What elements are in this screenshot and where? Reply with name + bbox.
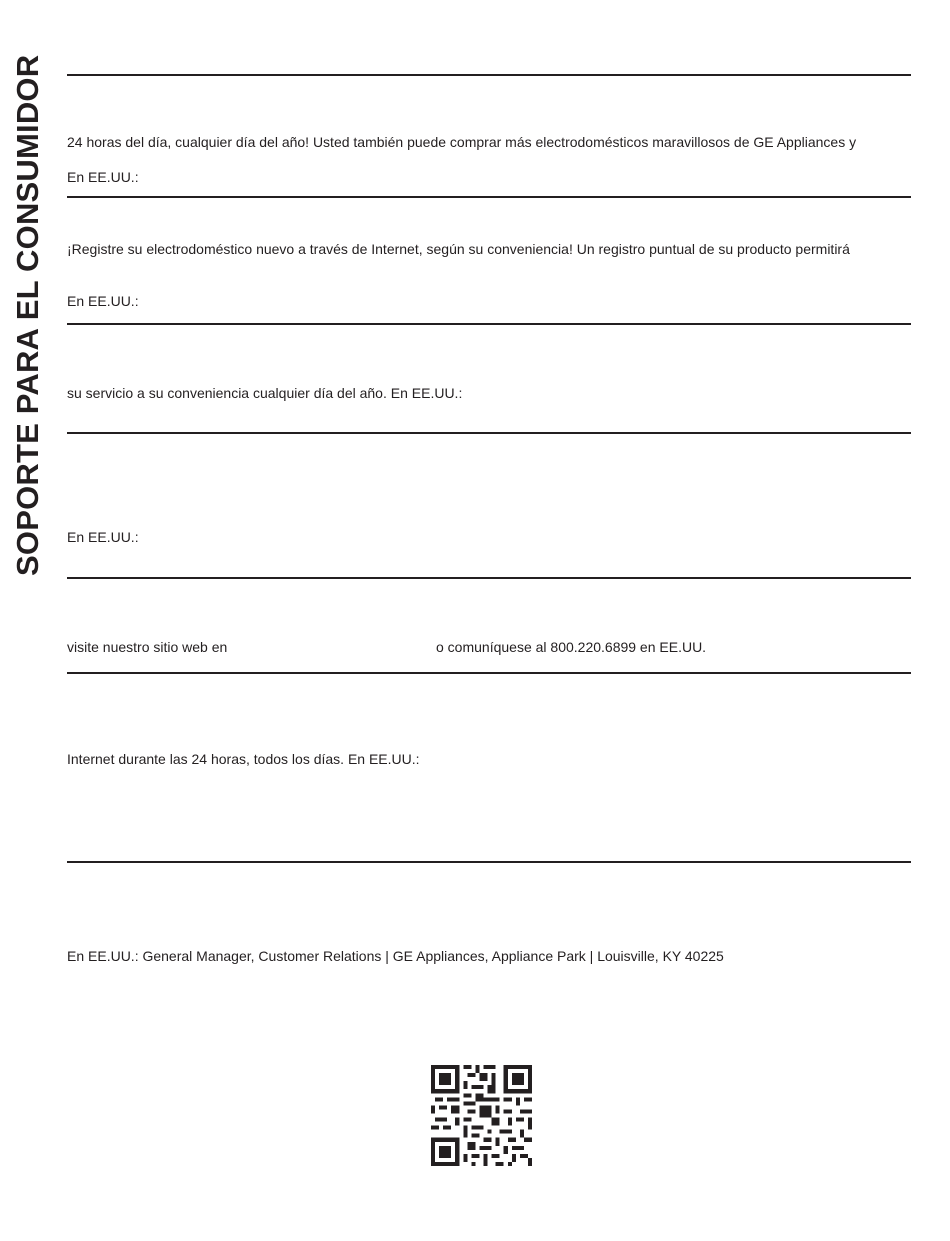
section-text: En EE.UU.:: [67, 293, 139, 309]
section-text: o comuníquese al 800.220.6899 en EE.UU.: [436, 639, 707, 655]
side-title: SOPORTE PARA EL CONSUMIDOR: [10, 54, 45, 576]
section-divider: [67, 577, 911, 579]
section-divider: [67, 861, 911, 863]
section-divider: [67, 432, 911, 434]
section-text: visite nuestro sitio web en: [67, 639, 228, 655]
section-text: En EE.UU.:: [67, 169, 139, 185]
qr-code: [431, 1065, 532, 1166]
section-text: ¡Registre su electrodoméstico nuevo a través de Internet, según su conveniencia! Un registro puntual de su producto permitirá: [67, 241, 850, 257]
section-divider: [67, 672, 911, 674]
section-text: 24 horas del día, cualquier día del año! Usted también puede comprar más electrodomésticos maravillosos de GE Appliances y: [67, 134, 857, 150]
section-divider: [67, 74, 911, 76]
section-text: Internet durante las 24 horas, todos los días. En EE.UU.:: [67, 751, 420, 767]
mailing-address: En EE.UU.: General Manager, Customer Relations | GE Appliances, Appliance Park | Louisville, KY 40225: [67, 948, 724, 964]
section-divider: [67, 323, 911, 325]
section-text: su servicio a su conveniencia cualquier día del año. En EE.UU.:: [67, 385, 463, 401]
section-text: En EE.UU.:: [67, 529, 139, 545]
section-divider: [67, 196, 911, 198]
